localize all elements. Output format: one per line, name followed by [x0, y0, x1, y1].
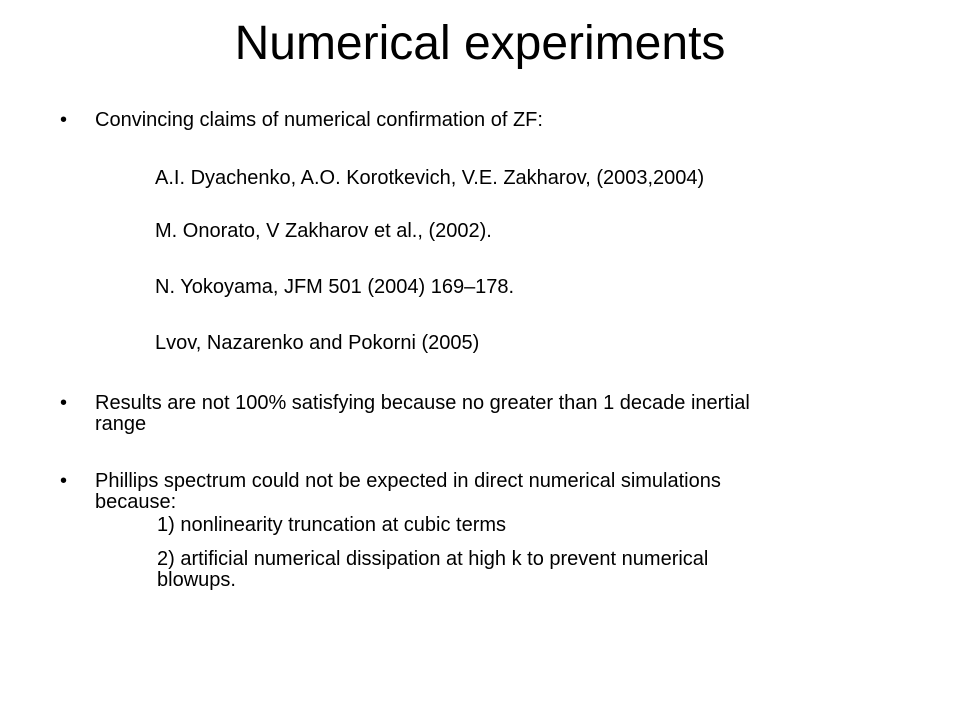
bullet-2-line-1: Results are not 100% satisfying because no greater than 1 decade inertial [95, 392, 750, 414]
reference-lvov: Lvov, Nazarenko and Pokorni (2005) [155, 332, 480, 354]
reference-yokoyama: N. Yokoyama, JFM 501 (2004) 169–178. [155, 276, 515, 298]
bullet-1-text: Convincing claims of numerical confirmation of ZF: [95, 109, 543, 131]
bullet-marker-1: • [60, 109, 68, 131]
slide-title: Numerical experiments [234, 17, 726, 70]
reference-onorato: M. Onorato, V Zakharov et al., (2002). [155, 220, 492, 242]
bullet-3-line-2: because: [95, 491, 177, 513]
bullet-2-line-2: range [95, 413, 147, 435]
bullet-3-item-2-continued: blowups. [157, 569, 236, 591]
reference-dyachenko: A.I. Dyachenko, A.O. Korotkevich, V.E. Zakharov, (2003,2004) [155, 167, 705, 189]
bullet-3-item-1: 1) nonlinearity truncation at cubic terms [157, 514, 507, 536]
bullet-marker-3: • [60, 470, 68, 492]
bullet-marker-2: • [60, 392, 68, 414]
bullet-3-line-1: Phillips spectrum could not be expected in direct numerical simulations [95, 470, 721, 492]
bullet-3-item-2: 2) artificial numerical dissipation at high k to prevent numerical [157, 548, 709, 570]
